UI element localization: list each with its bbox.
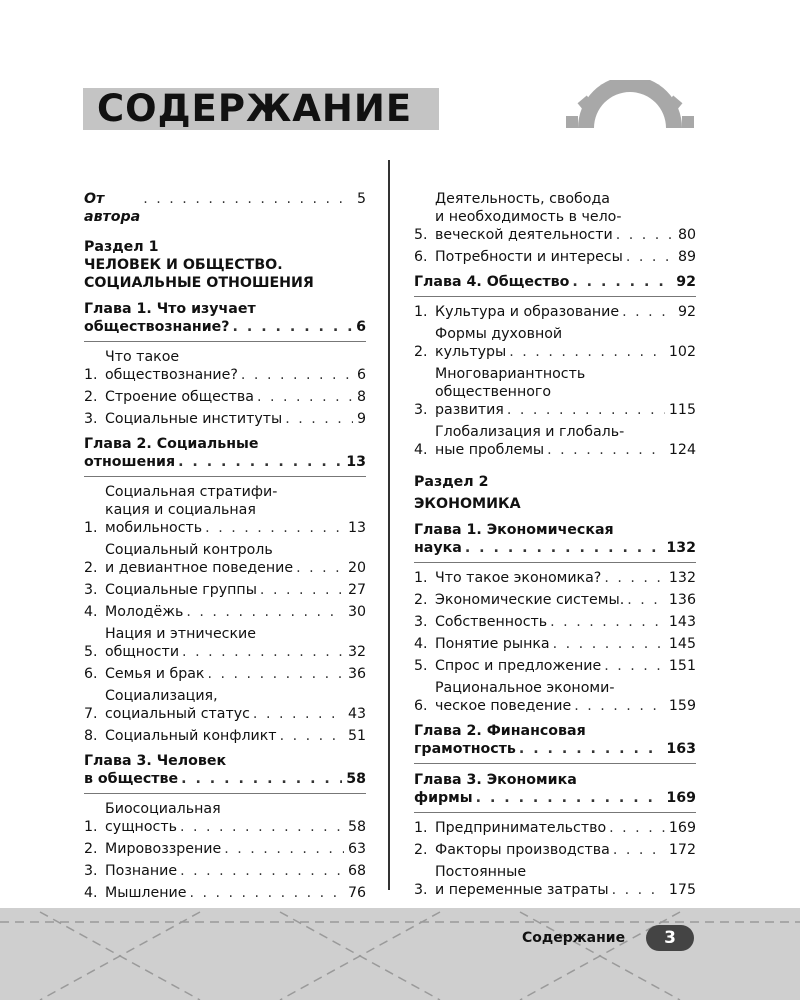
entry-number: 3. [84,863,98,879]
entry-number: 5. [414,227,428,243]
entry-number: 4. [84,604,98,620]
entry-title-line: веческой деятельности [435,227,613,243]
page-number: 36 [347,666,366,682]
page-number: 172 [668,842,696,858]
chapter-title-line: Глава 1. Что изучает [84,301,256,317]
leader-dots [519,740,663,758]
chapter-title-line: Глава 2. Социальные [84,436,259,452]
entry-title-line: ческое поведение [435,698,572,714]
chapter-title-line: Глава 4. Общество [414,274,570,290]
toc-entry[interactable] [414,423,696,459]
leader-dots [509,343,665,361]
leader-dots [241,366,353,384]
leader-dots [626,248,674,266]
toc-entry[interactable] [414,841,696,859]
leader-dots [604,657,665,675]
page-number: 92 [676,274,696,290]
entry-number: 2. [84,841,98,857]
entry-title-line: и необходимость в чело- [435,209,622,225]
toc-chapter-heading[interactable] [84,752,366,794]
entry-title-line: Культура и образование [435,304,620,320]
entry-number: 5. [414,658,428,674]
entry-title-line: мобильность [105,520,203,536]
entry-title-line: развития [435,402,504,418]
entry-title-line: Рациональное экономи- [435,680,615,696]
leader-dots [574,697,665,715]
entry-title-line: и переменные затраты [435,882,609,898]
leader-dots [609,819,665,837]
page-number: 159 [668,698,696,714]
chapter-title-line: грамотность [414,741,516,757]
entry-number: 2. [414,344,428,360]
entry-title-line: Социальный контроль [105,542,273,558]
entry-title-line: культуры [435,344,507,360]
toc-entry[interactable] [414,591,696,609]
leader-dots [612,881,665,899]
entry-number: 6. [414,698,428,714]
section-title-line: СОЦИАЛЬНЫЕ ОТНОШЕНИЯ [84,275,314,291]
page-number: 175 [668,882,696,898]
page-number: 102 [668,344,696,360]
toc-entry[interactable] [84,625,366,661]
leader-dots [296,559,344,577]
entry-number: 4. [84,885,98,901]
page-number: 32 [347,644,366,660]
leader-dots [253,705,344,723]
leader-dots [257,388,353,406]
entry-title-line: Познание [105,863,178,879]
toc-entry[interactable] [84,603,366,621]
leader-dots [260,581,344,599]
gear-icon [562,80,698,128]
entry-title-line: общественного [435,384,552,400]
page-number: 30 [347,604,366,620]
leader-dots [627,591,665,609]
page-number: 132 [666,540,696,556]
toc-entry[interactable] [84,483,366,537]
leader-dots [285,410,353,428]
toc-chapter-heading[interactable] [414,521,696,563]
entry-number: 1. [414,820,428,836]
toc-entry[interactable] [414,679,696,715]
page-number: 76 [347,885,366,901]
section-label: Раздел 1 [84,239,159,255]
toc-chapter-heading[interactable] [414,771,696,813]
leader-dots [180,818,344,836]
entry-number: 3. [414,614,428,630]
leader-dots [465,539,663,557]
entry-title-line: Социальные институты [105,411,283,427]
entry-title-line: сущность [105,819,177,835]
toc-entry[interactable] [84,800,366,836]
entry-number: 4. [414,442,428,458]
page-number: 13 [346,454,366,470]
entry-number: 6. [414,249,428,265]
toc-entry[interactable] [84,541,366,577]
toc-entry[interactable] [414,635,696,653]
entry-title-line: Предпринимательство [435,820,607,836]
page-number: 5 [356,191,366,207]
toc-right-column [414,190,696,903]
entry-number: 2. [414,842,428,858]
page-number: 115 [668,402,696,418]
leader-dots [572,273,672,291]
leader-dots [178,453,342,471]
leader-dots [182,643,344,661]
toc-entry[interactable] [84,665,366,683]
chapter-title-line: отношения [84,454,176,470]
page-number: 163 [666,741,696,757]
page-number: 68 [347,863,366,879]
entry-title-line: Биосоциальная [105,801,221,817]
entry-title-line: Спрос и предложение [435,658,602,674]
page-number: 92 [677,304,696,320]
page-number: 132 [668,570,696,586]
entry-title-line: Постоянные [435,864,527,880]
entry-title-line: Нация и этнические [105,626,256,642]
toc-entry[interactable] [84,884,366,902]
footer-pattern [0,908,800,1000]
leader-dots [553,635,665,653]
entry-number: 1. [84,367,98,383]
page-number: 6 [356,367,366,383]
entry-title-line: Мышление [105,885,187,901]
entry-number: 3. [84,411,98,427]
toc-entry[interactable] [84,581,366,599]
entry-number: 6. [84,666,98,682]
toc-chapter-heading[interactable] [84,300,366,342]
entry-title-line: Социальные группы [105,582,257,598]
leader-dots [205,519,344,537]
toc-entry[interactable] [414,190,696,244]
toc-entry[interactable] [414,325,696,361]
entry-title-line: Мировоззрение [105,841,222,857]
author-label: От автора [84,191,141,225]
entry-number: 4. [414,636,428,652]
entry-title-line: общности [105,644,180,660]
leader-dots [186,603,344,621]
chapter-title-line: Глава 1. Экономическая [414,522,614,538]
footer-band [0,908,800,1000]
toc-entry[interactable] [414,248,696,266]
leader-dots [547,441,665,459]
entry-number: 1. [414,570,428,586]
page-number: 13 [347,520,366,536]
entry-number: 3. [414,882,428,898]
page-number: 124 [668,442,696,458]
entry-number: 1. [414,304,428,320]
leader-dots [189,884,343,902]
leader-dots [550,613,665,631]
entry-title-line: Экономические системы. [435,592,625,608]
toc-entry[interactable] [414,569,696,587]
entry-title-line: Факторы производства [435,842,610,858]
toc-entry[interactable] [414,863,696,899]
leader-dots [604,569,665,587]
leader-dots [208,665,344,683]
page-number: 6 [356,319,366,335]
leader-dots [613,841,665,859]
page-number: 8 [356,389,366,405]
toc-entry[interactable] [414,365,696,419]
toc-entry[interactable] [84,410,366,428]
leader-dots [181,770,342,788]
toc-entry[interactable] [414,819,696,837]
leader-dots [233,318,353,336]
entry-title-line: Молодёжь [105,604,184,620]
entry-number: 2. [84,560,98,576]
entry-title-line: Социализация, [105,688,218,704]
entry-title-line: Социальный конфликт [105,728,277,744]
entry-title-line: ные проблемы [435,442,545,458]
leader-dots [224,840,344,858]
entry-number: 2. [414,592,428,608]
page-number: 169 [666,790,696,806]
entry-title-line: Семья и брак [105,666,205,682]
chapter-title-line: Глава 3. Человек [84,753,227,769]
entry-title-line: Социальная стратифи- [105,484,278,500]
page-number: 143 [668,614,696,630]
toc-entry[interactable] [84,862,366,880]
page-number: 58 [347,819,366,835]
page-number: 136 [668,592,696,608]
toc-entry[interactable] [84,840,366,858]
page-number: 27 [347,582,366,598]
entry-title-line: Собственность [435,614,548,630]
page-number: 80 [677,227,696,243]
page-number: 43 [347,706,366,722]
entry-number: 2. [84,389,98,405]
page-number: 63 [347,841,366,857]
toc-entry[interactable] [84,388,366,406]
entry-title-line: обществознание? [105,367,238,383]
page-number: 169 [668,820,696,836]
toc-left-column [84,190,366,906]
leader-dots [180,862,344,880]
toc-chapter-heading[interactable] [414,273,696,297]
toc-chapter-heading[interactable] [84,435,366,477]
page-number: 51 [347,728,366,744]
column-divider [388,160,390,890]
toc-entry[interactable] [84,348,366,384]
footer-section-label: Содержание [522,930,626,946]
leader-dots [280,727,344,745]
page-number: 20 [347,560,366,576]
chapter-title-line: Глава 2. Финансовая [414,723,586,739]
chapter-title-line: в обществе [84,771,179,787]
entry-title-line: и девиантное поведение [105,560,294,576]
entry-number: 7. [84,706,98,722]
page-number-badge: 3 [646,925,694,951]
toc-author-entry[interactable] [84,190,366,226]
entry-number: 1. [84,520,98,536]
toc-chapter-heading[interactable] [414,722,696,764]
entry-number: 1. [84,819,98,835]
leader-dots [507,401,665,419]
toc-entry[interactable] [84,727,366,745]
page-number: 151 [668,658,696,674]
entry-title-line: Многовариантность [435,366,586,382]
page-number: 145 [668,636,696,652]
toc-entry[interactable] [414,613,696,631]
page-number: 58 [346,771,366,787]
entry-title-line: Потребности и интересы [435,249,623,265]
toc-entry[interactable] [84,687,366,723]
page-title: СОДЕРЖАНИЕ [97,87,413,130]
leader-dots [616,226,674,244]
entry-title-line: Деятельность, свобода [435,191,610,207]
toc-entry[interactable] [414,303,696,321]
section-title-line: ЧЕЛОВЕК И ОБЩЕСТВО. [84,257,283,273]
entry-title-line: Понятие рынка [435,636,550,652]
chapter-title-line: обществознание? [84,319,230,335]
page-number: 9 [356,411,366,427]
toc-entry[interactable] [414,657,696,675]
entry-title-line: Строение общества [105,389,254,405]
entry-title-line: Формы духовной [435,326,563,342]
leader-dots [476,789,663,807]
entry-title-line: социальный статус [105,706,250,722]
entry-title-line: кация и социальная [105,502,256,518]
entry-title-line: Что такое экономика? [435,570,602,586]
title-box [83,88,439,130]
entry-title-line: Глобализация и глобаль- [435,424,625,440]
chapter-title-line: наука [414,540,462,556]
entry-number: 5. [84,644,98,660]
entry-number: 3. [84,582,98,598]
chapter-title-line: Глава 3. Экономика [414,772,577,788]
page-number: 89 [677,249,696,265]
leader-dots [622,303,674,321]
entry-number: 8. [84,728,98,744]
section-label: Раздел 2 [414,474,489,490]
section-title-line: ЭКОНОМИКА [414,496,521,512]
leader-dots [143,190,353,208]
entry-number: 3. [414,402,428,418]
entry-title-line: Что такое [105,349,180,365]
chapter-title-line: фирмы [414,790,473,806]
